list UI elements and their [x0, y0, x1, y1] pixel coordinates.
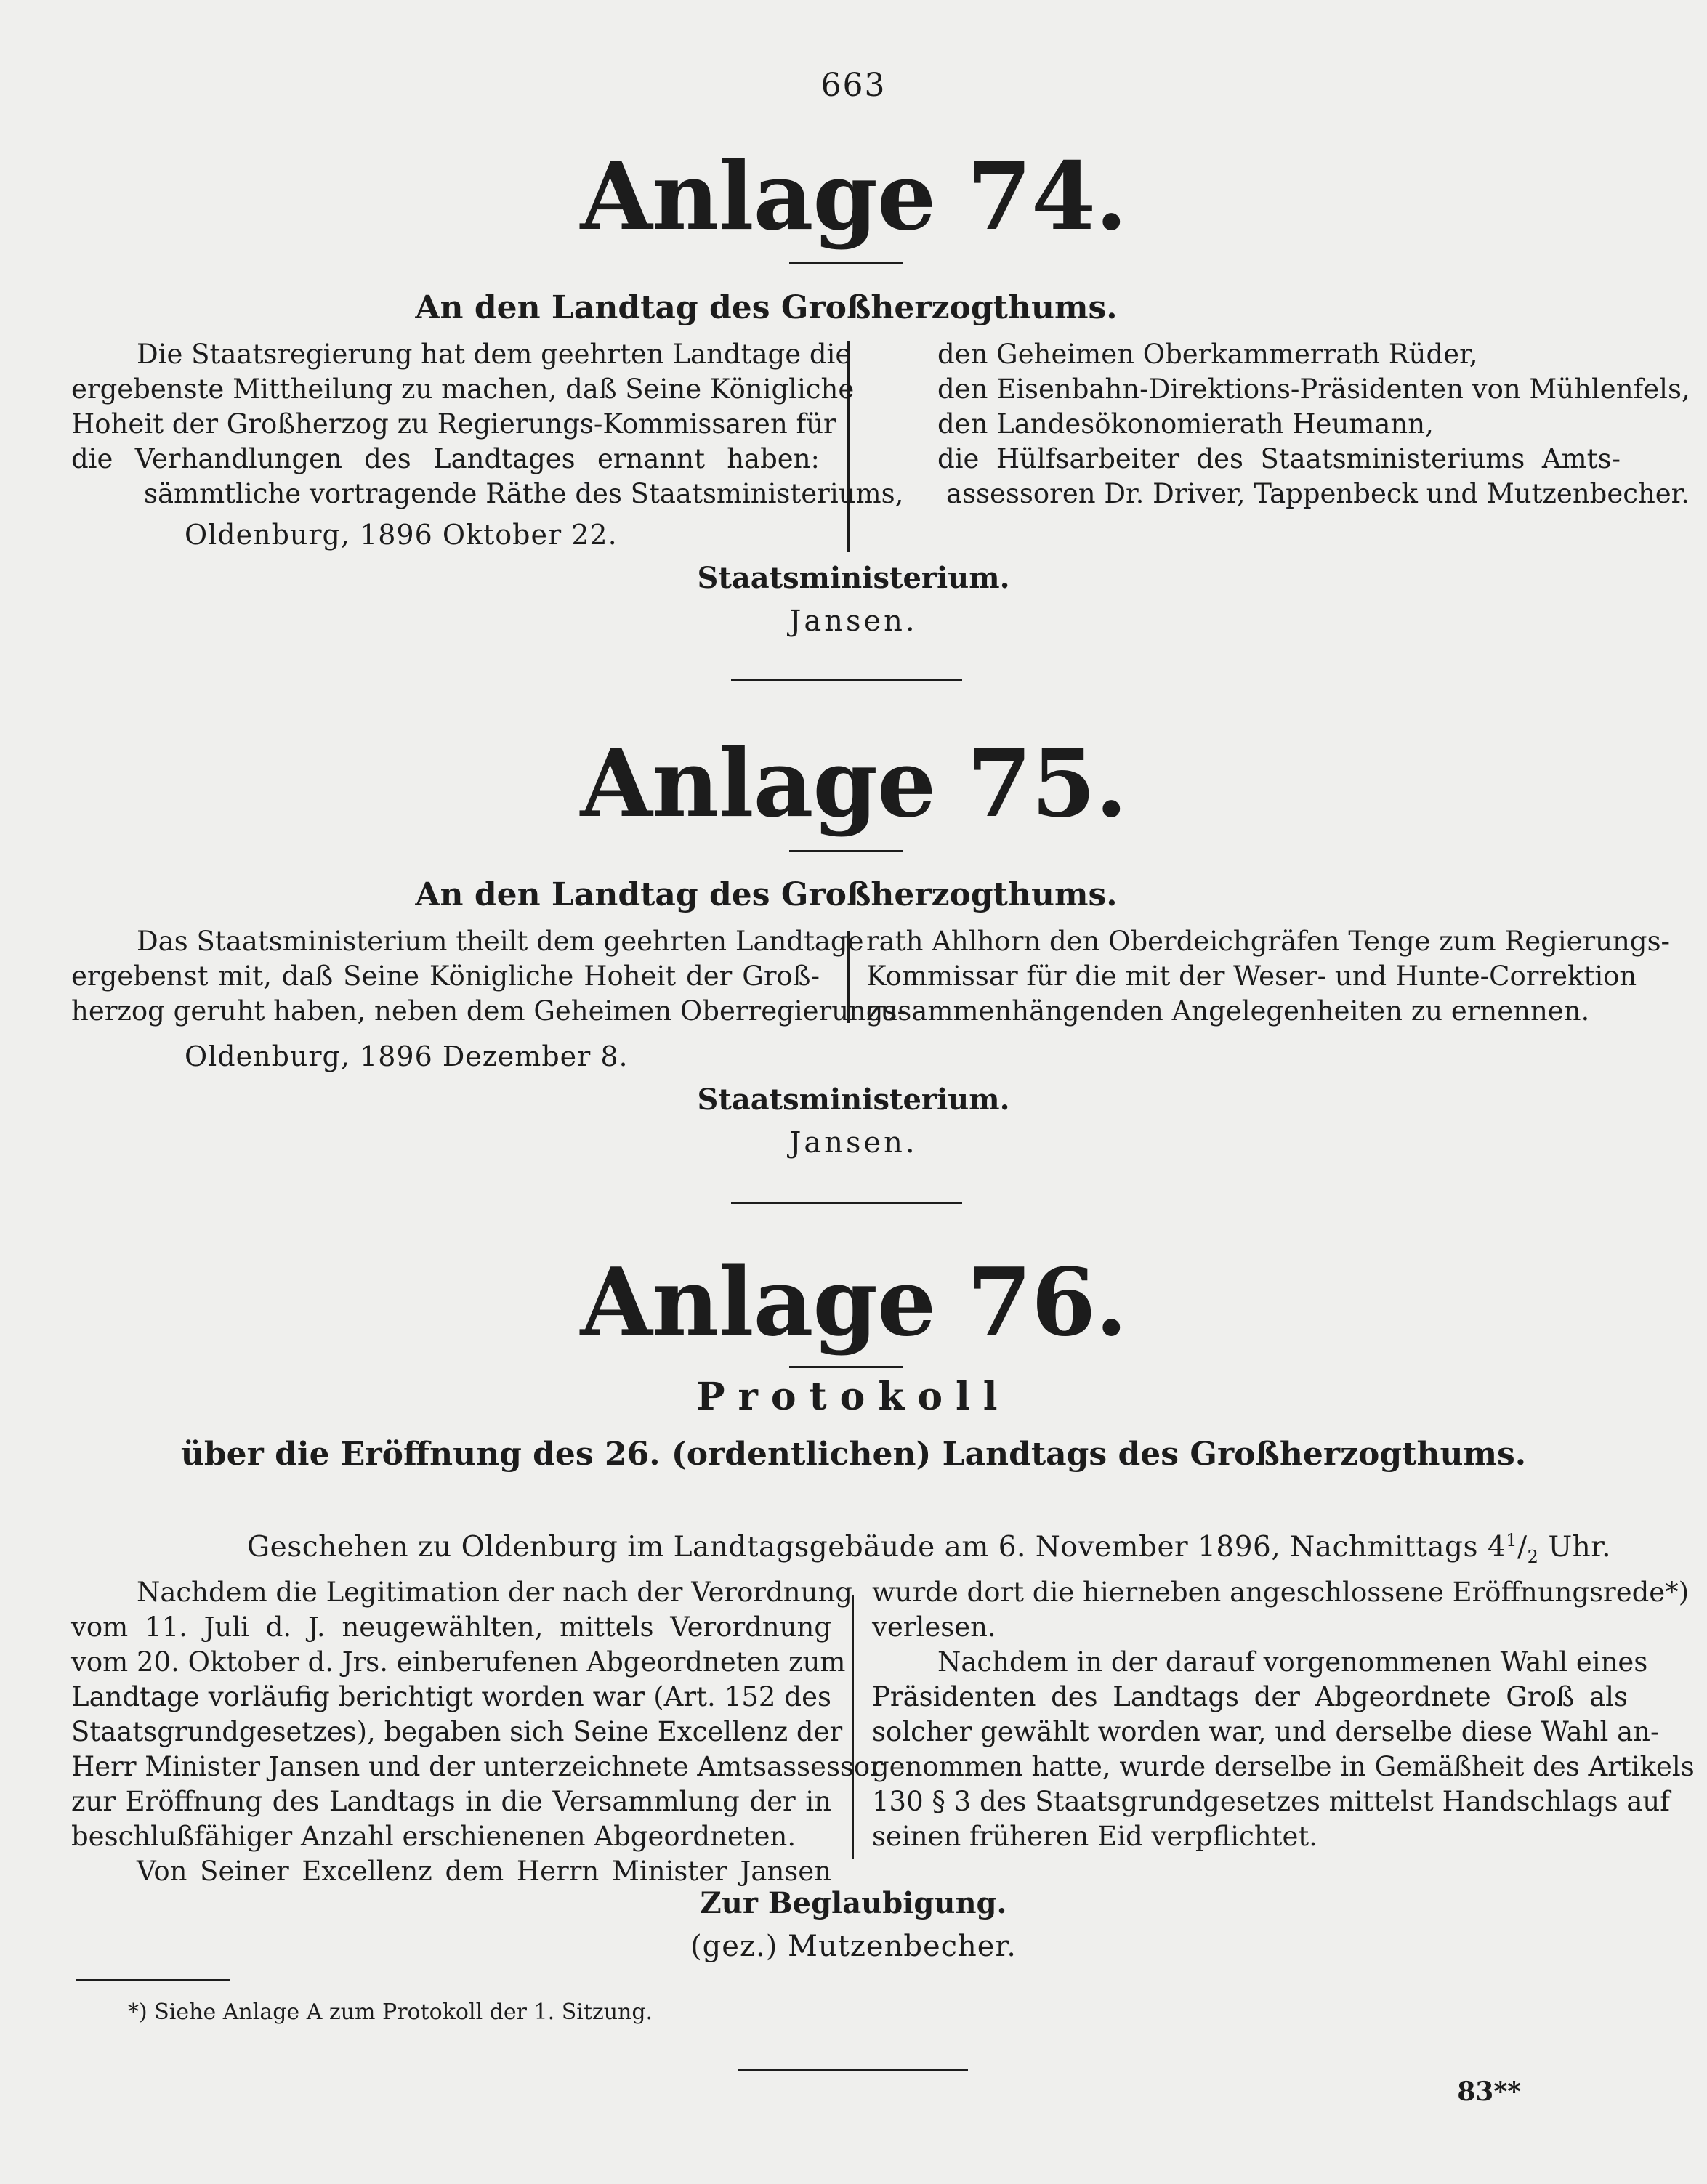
anlage-75-signatory-name: Jansen. [789, 1126, 918, 1160]
text-line: die Verhandlungen des Landtages ernannt haben: [71, 443, 820, 474]
anlage-75-title: Anlage 75. [580, 729, 1127, 838]
anlage-74-dateline: Oldenburg, 1896 Oktober 22. [185, 519, 618, 551]
section-rule [731, 1202, 962, 1204]
footnote-rule [76, 1979, 230, 1981]
text-line: zusammenhängenden Angelegenheiten zu ernennen. [866, 995, 1590, 1027]
anlage-76-attestation: Zur Beglaubigung. [700, 1886, 1007, 1920]
text-line: Nachdem die Legitimation der nach der Verordnung [137, 1577, 852, 1608]
text-line: Staatsgrundgesetzes), begaben sich Seine Excellenz der [71, 1716, 843, 1747]
text-line: sämmtliche vortragende Räthe des Staatsministeriums, [144, 478, 904, 509]
anlage-75-dateline: Oldenburg, 1896 Dezember 8. [185, 1040, 629, 1072]
sheet-signature-mark: 83** [1457, 2076, 1521, 2107]
column-divider [852, 1595, 854, 1859]
fraction-denominator: 2 [1527, 1546, 1539, 1567]
text-line: den Landesökonomierath Heumann, [937, 408, 1434, 440]
geschehen-text: Geschehen zu Oldenburg im Landtagsgebäude am 6. November 1896, Nachmittags 4 [247, 1531, 1506, 1564]
text-line: herzog geruht haben, neben dem Geheimen Oberregierungs- [71, 995, 907, 1027]
text-line: beschlußfähiger Anzahl erschienenen Abgeordneten. [71, 1821, 796, 1852]
text-line: Präsidenten des Landtags der Abgeordnete Groß als [872, 1681, 1628, 1712]
text-line: die Hülfsarbeiter des Staatsministeriums Amts- [937, 443, 1621, 474]
anlage-76-title: Anlage 76. [580, 1248, 1127, 1357]
anlage-76-left-column [71, 1575, 883, 1889]
text-line: wurde dort die hierneben angeschlossene Eröffnungsrede*) [872, 1577, 1690, 1608]
text-line: Das Staatsministerium theilt dem geehrten Landtage [137, 926, 864, 957]
title-rule [789, 262, 903, 264]
anlage-74-right-column [937, 337, 1690, 511]
anlage-74-title: Anlage 74. [580, 142, 1127, 251]
geschehen-suffix: Uhr. [1538, 1531, 1612, 1564]
anlage-74-left-column [71, 337, 904, 511]
text-line: assessoren Dr. Driver, Tappenbeck und Mutzenbecher. [946, 478, 1690, 509]
text-line: Von Seiner Excellenz dem Herrn Minister Jansen [137, 1856, 831, 1887]
text-line: vom 20. Oktober d. Jrs. einberufenen Abgeordneten zum [71, 1646, 846, 1678]
text-line: Die Staatsregierung hat dem geehrten Landtage die [137, 339, 852, 370]
text-line: Nachdem in der darauf vorgenommenen Wahl eines [937, 1646, 1648, 1678]
anlage-75-heading: An den Landtag des Großherzogthums. [415, 876, 1118, 913]
text-line: Hoheit der Großherzog zu Regierungs-Kommissaren für [71, 408, 836, 440]
title-rule [789, 1366, 903, 1368]
fraction-numerator: 1 [1506, 1530, 1517, 1550]
anlage-76-geschehen [247, 1530, 1611, 1567]
anlage-76-attestation-name: (gez.) Mutzenbecher. [690, 1930, 1017, 1963]
text-line: vom 11. Juli d. J. neugewählten, mittels Verordnung [71, 1611, 831, 1643]
section-rule [731, 679, 962, 681]
text-line: 130 § 3 des Staatsgrundgesetzes mittelst Handschlags auf [872, 1786, 1670, 1817]
footnote: *) Siehe Anlage A zum Protokoll der 1. Sitzung. [128, 1999, 653, 2025]
text-line: zur Eröffnung des Landtags in die Versammlung der in [71, 1786, 831, 1817]
fraction-slash: / [1517, 1531, 1528, 1564]
page-number: 663 [820, 67, 887, 104]
bottom-rule [738, 2069, 968, 2071]
anlage-74-signatory-name: Jansen. [789, 604, 918, 638]
anlage-76-subheading: über die Eröffnung des 26. (ordentlichen) Landtags des Großherzogthums. [180, 1436, 1527, 1473]
text-line: rath Ahlhorn den Oberdeichgräfen Tenge zum Regierungs- [866, 926, 1671, 957]
text-line: Landtage vorläufig berichtigt worden war (Art. 152 des [71, 1681, 831, 1712]
anlage-75-right-column [866, 924, 1671, 1029]
anlage-75-signatory-office: Staatsministerium. [697, 1083, 1010, 1117]
column-divider [847, 931, 850, 1023]
text-line: ergebenste Mittheilung zu machen, daß Seine Königliche [71, 373, 855, 405]
anlage-74-heading: An den Landtag des Großherzogthums. [415, 289, 1118, 326]
text-line: ergebenst mit, daß Seine Königliche Hoheit der Groß- [71, 960, 820, 992]
title-rule [789, 850, 903, 852]
column-divider [847, 341, 850, 552]
anlage-75-left-column [71, 924, 907, 1029]
anlage-76-right-column [872, 1575, 1695, 1854]
text-line: verlesen. [872, 1611, 996, 1643]
anlage-76-protokoll: Protokoll [696, 1375, 1011, 1419]
text-line: seinen früheren Eid verpflichtet. [872, 1821, 1318, 1852]
text-line: Kommissar für die mit der Weser- und Hunte-Correktion [866, 960, 1637, 992]
text-line: den Geheimen Oberkammerrath Rüder, [937, 339, 1478, 370]
anlage-74-signatory-office: Staatsministerium. [697, 561, 1010, 595]
text-line: genommen hatte, wurde derselbe in Gemäßheit des Artikels [872, 1751, 1695, 1782]
text-line: den Eisenbahn-Direktions-Präsidenten von Mühlenfels, [937, 373, 1690, 405]
text-line: Herr Minister Jansen und der unterzeichnete Amtsassessor [71, 1751, 883, 1782]
text-line: solcher gewählt worden war, und derselbe diese Wahl an- [872, 1716, 1660, 1747]
